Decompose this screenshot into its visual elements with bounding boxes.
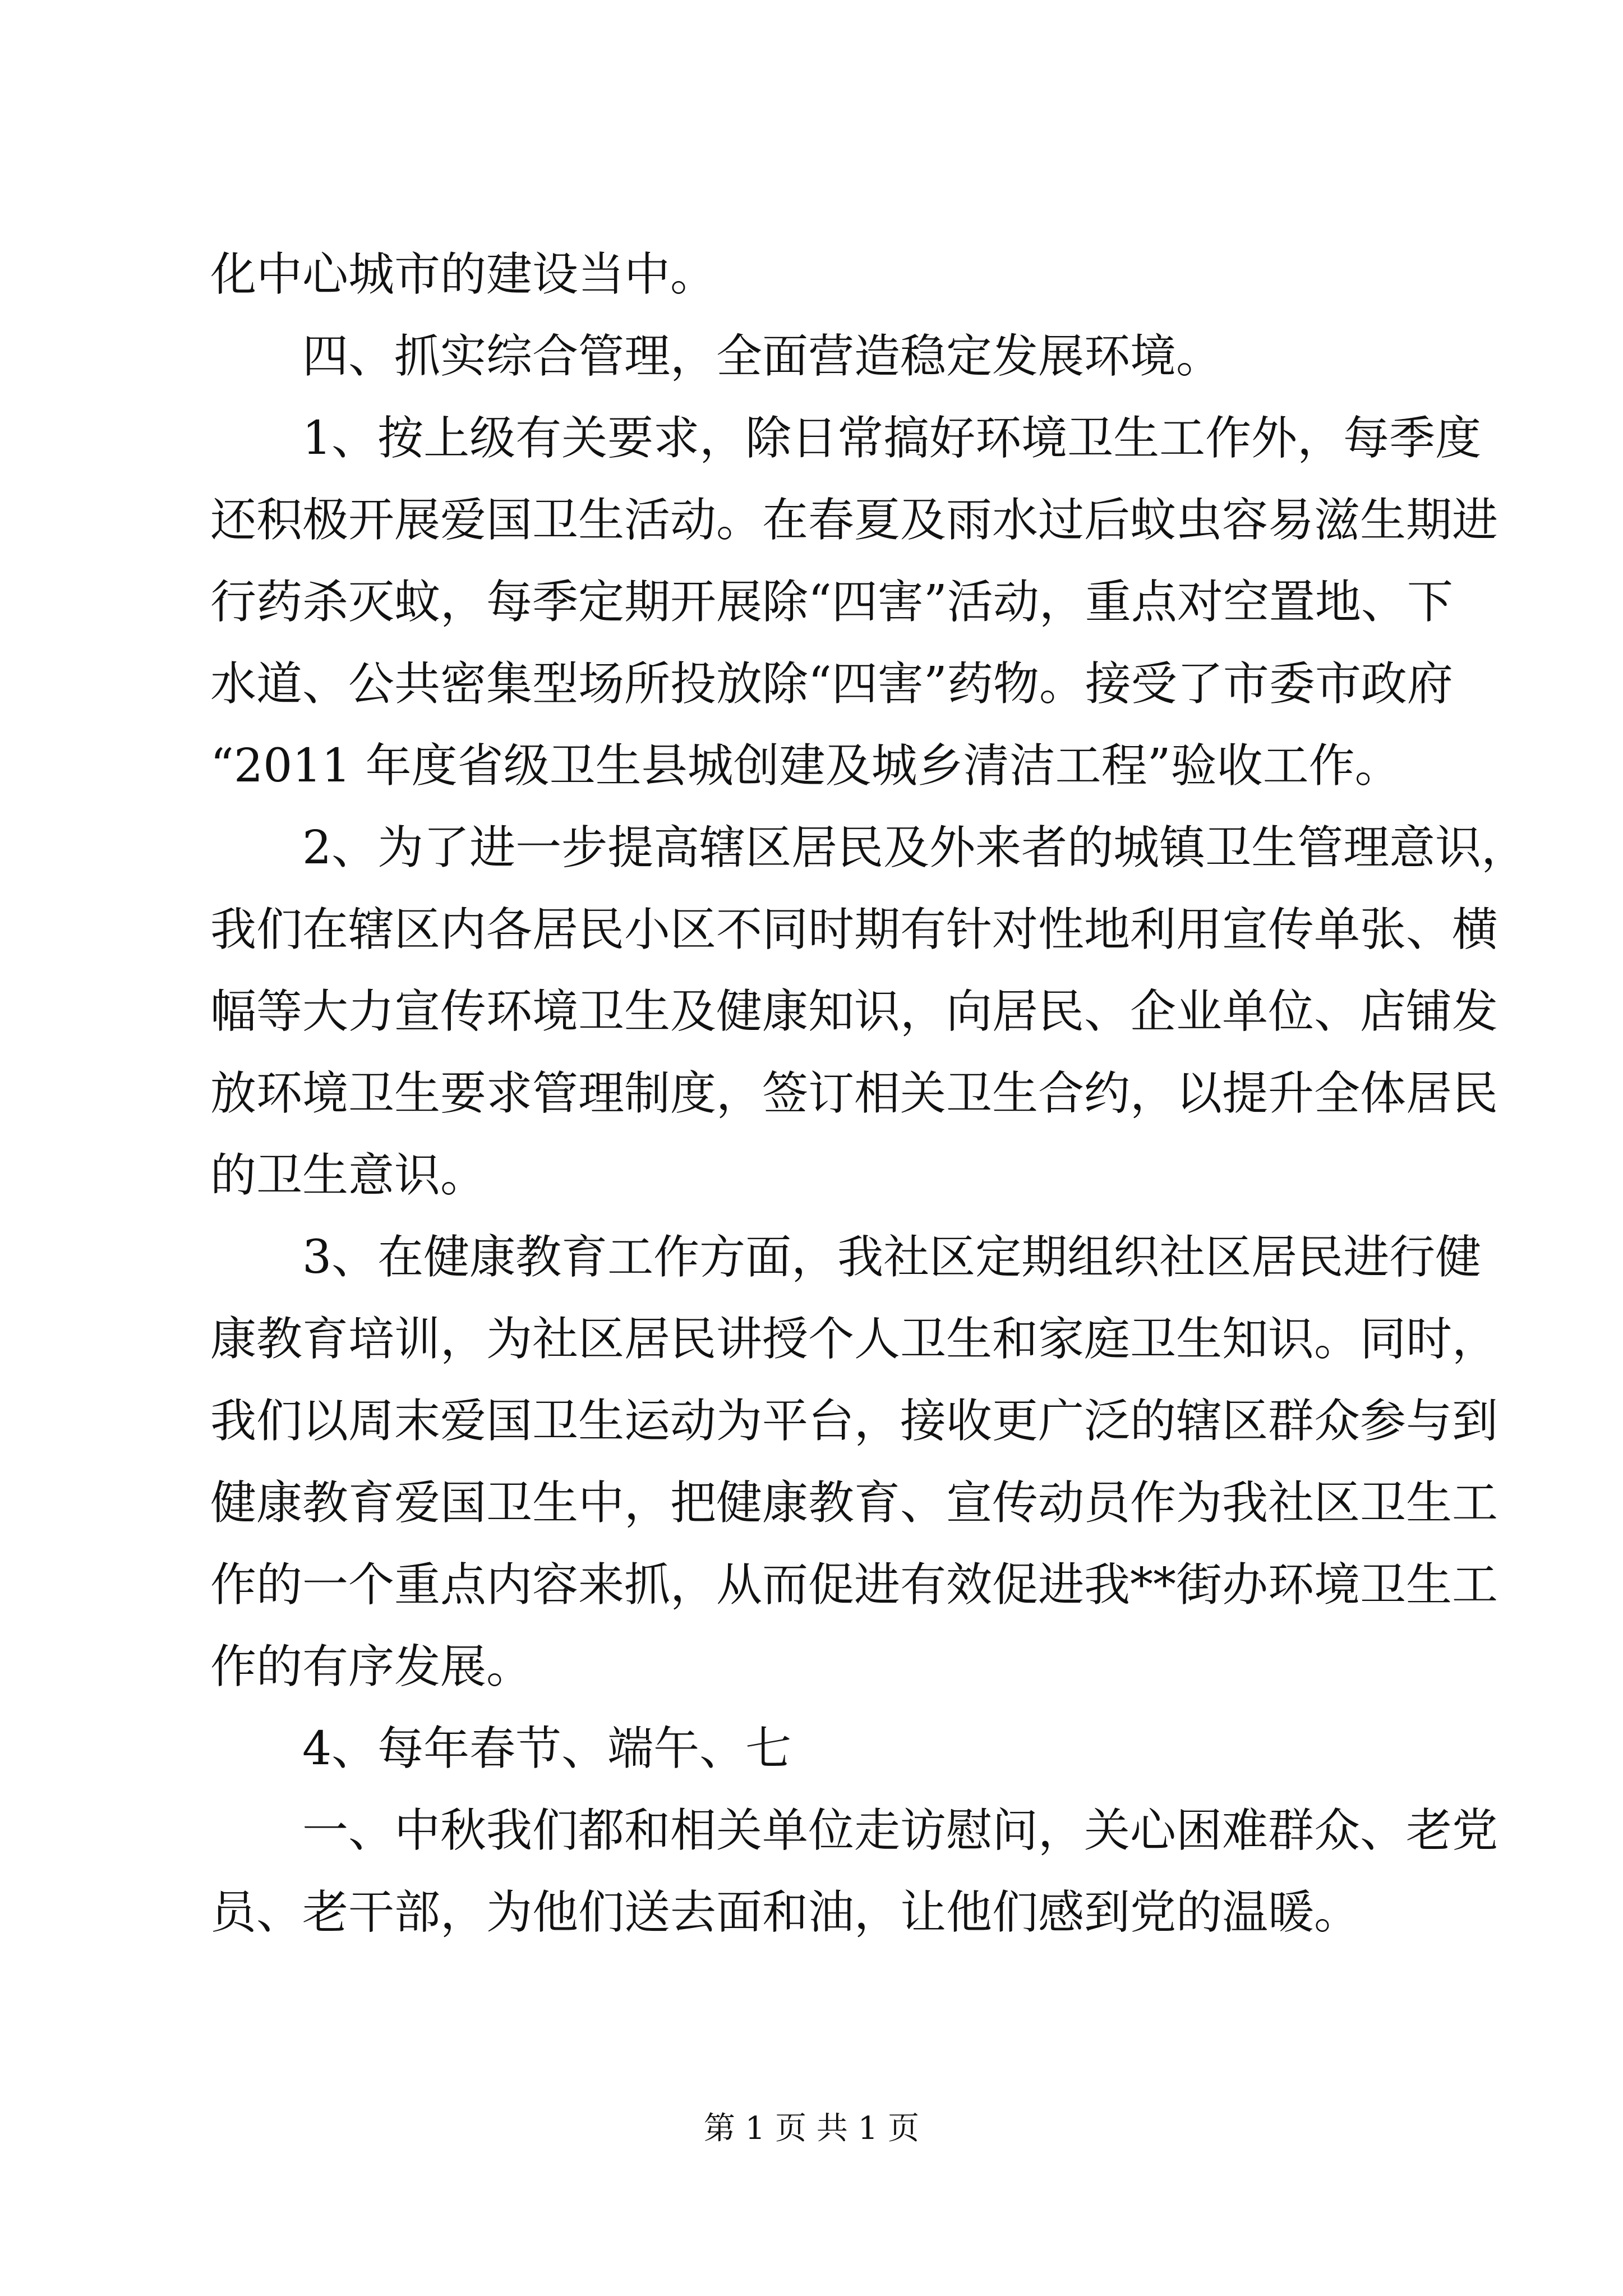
text-line: 1、按上级有关要求，除日常搞好环境卫生工作外，每季度: [302, 412, 1482, 465]
text-line: 4、每年春节、端午、七: [302, 1722, 792, 1775]
text-line: 化中心城市的建设当中。: [210, 248, 717, 301]
text-line: 健康教育爱国卫生中，把健康教育、宣传动员作为我社区卫生工: [210, 1476, 1498, 1530]
text-line: 还积极开展爱国卫生活动。在春夏及雨水过后蚊虫容易滋生期进: [210, 494, 1498, 547]
text-line: 康教育培训，为社区居民讲授个人卫生和家庭卫生知识。同时，: [210, 1313, 1498, 1366]
text-line: 放环境卫生要求管理制度，签订相关卫生合约，以提升全体居民: [210, 1067, 1498, 1120]
text-line: 3、在健康教育工作方面，我社区定期组织社区居民进行健: [302, 1231, 1482, 1284]
text-line: “2011 年度省级卫生县城创建及城乡清洁工程”验收工作。: [210, 739, 1401, 793]
text-line: 水道、公共密集型场所投放除“四害”药物。接受了市委市政府: [210, 657, 1453, 711]
text-line: 作的有序发展。: [210, 1640, 533, 1694]
text-line: 行药杀灭蚊，每季定期开展除“四害”活动，重点对空置地、下: [210, 576, 1453, 629]
text-line: 2、为了进一步提高辖区居民及外来者的城镇卫生管理意识，: [302, 821, 1528, 875]
text-line: 一、中秋我们都和相关单位走访慰问，关心困难群众、老党: [302, 1804, 1498, 1857]
text-line: 幅等大力宣传环境卫生及健康知识，向居民、企业单位、店铺发: [210, 985, 1498, 1038]
text-line: 的卫生意识。: [210, 1149, 487, 1202]
text-line: 作的一个重点内容来抓，从而促进有效促进我**街办环境卫生工: [210, 1558, 1498, 1612]
text-line: 员、老干部，为他们送去面和油，让他们感到党的温暖。: [210, 1886, 1361, 1939]
text-line: 我们在辖区内各居民小区不同时期有针对性地利用宣传单张、横: [210, 903, 1498, 956]
section-heading: 四、抓实综合管理，全面营造稳定发展环境。: [302, 330, 1223, 383]
page-footer: 第 1 页 共 1 页: [703, 2110, 920, 2147]
text-line: 我们以周末爱国卫生运动为平台，接收更广泛的辖区群众参与到: [210, 1395, 1498, 1448]
